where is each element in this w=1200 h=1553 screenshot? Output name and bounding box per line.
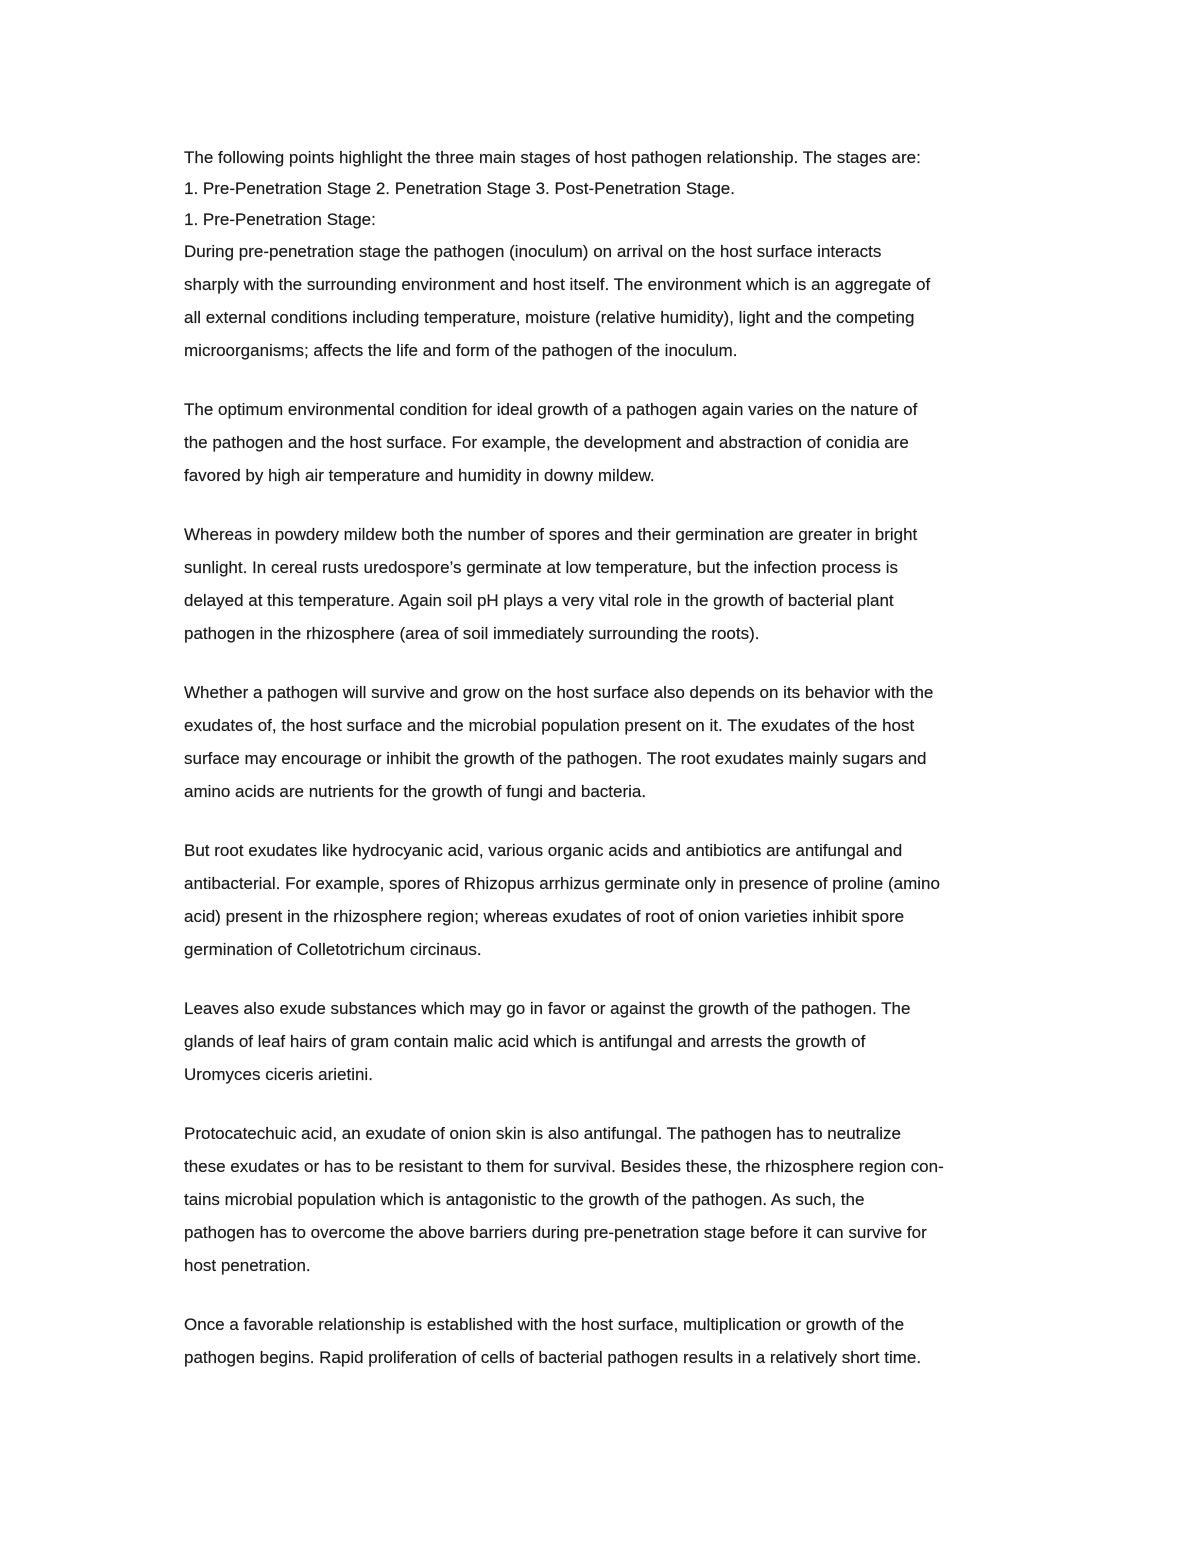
section-heading-wrapper [184,204,1016,235]
paragraph-line: sharply with the surrounding environment and host itself. The environment which is an aggregate of [184,275,931,294]
paragraph-line: delayed at this temperature. Again soil pH plays a very vital role in the growth of bacterial plant [184,591,894,610]
paragraph-line: pathogen begins. Rapid proliferation of cells of bacterial pathogen results in a relatively short time. [184,1348,922,1367]
paragraph-line: Whereas in powdery mildew both the number of spores and their germination are greater in bright [184,525,918,544]
intro-line: 1. Pre-Penetration Stage 2. Penetration Stage 3. Post-Penetration Stage. [184,179,735,198]
body-paragraph [184,834,1016,966]
body-paragraph [184,1117,1016,1282]
body-paragraph [184,518,1016,650]
paragraph-spacer [184,492,1016,518]
paragraph-line: Once a favorable relationship is established with the host surface, multiplication or growth of the [184,1315,905,1334]
paragraph-line: these exudates or has to be resistant to them for survival. Besides these, the rhizosphere region con- [184,1157,944,1176]
document-body [184,142,1016,1374]
body-paragraph [184,676,1016,808]
paragraph-line: antibacterial. For example, spores of Rhizopus arrhizus germinate only in presence of proline (amino [184,874,940,893]
paragraph-spacer [184,367,1016,393]
paragraph-line: microorganisms; affects the life and form of the pathogen of the inoculum. [184,341,738,360]
paragraph-line: sunlight. In cereal rusts uredospore’s germinate at low temperature, but the infection process is [184,558,899,577]
intro-line: The following points highlight the three main stages of host pathogen relationship. The stages are: [184,148,921,167]
paragraph-spacer [184,1282,1016,1308]
paragraph-spacer [184,650,1016,676]
paragraph-line: germination of Colletotrichum circinaus. [184,940,482,959]
paragraph-line: the pathogen and the host surface. For example, the development and abstraction of conidia are [184,433,909,452]
paragraph-spacer [184,808,1016,834]
paragraph-spacer [184,1091,1016,1117]
paragraph-line: Protocatechuic acid, an exudate of onion skin is also antifungal. The pathogen has to neutralize [184,1124,901,1143]
paragraph-line: But root exudates like hydrocyanic acid, various organic acids and antibiotics are antifungal and [184,841,903,860]
paragraph-line: surface may encourage or inhibit the growth of the pathogen. The root exudates mainly sugars and [184,749,927,768]
paragraph-line: The optimum environmental condition for ideal growth of a pathogen again varies on the nature of [184,400,918,419]
paragraph-line: Whether a pathogen will survive and grow on the host surface also depends on its behavior with the [184,683,934,702]
body-paragraph [184,235,1016,367]
body-paragraph [184,393,1016,492]
body-paragraph [184,992,1016,1091]
paragraph-spacer [184,966,1016,992]
paragraph-line: During pre-penetration stage the pathogen (inoculum) on arrival on the host surface interacts [184,242,882,261]
paragraph-line: exudates of, the host surface and the microbial population present on it. The exudates of the host [184,716,915,735]
body-paragraph [184,1308,1016,1374]
paragraph-line: Uromyces ciceris arietini. [184,1065,373,1084]
paragraph-line: tains microbial population which is antagonistic to the growth of the pathogen. As such, the [184,1190,865,1209]
paragraph-line: glands of leaf hairs of gram contain malic acid which is antifungal and arrests the growth of [184,1032,866,1051]
paragraph-line: host penetration. [184,1256,311,1275]
paragraph-line: Leaves also exude substances which may go in favor or against the growth of the pathogen. The [184,999,911,1018]
paragraph-line: favored by high air temperature and humidity in downy mildew. [184,466,655,485]
paragraph-line: acid) present in the rhizosphere region; whereas exudates of root of onion varieties inhibit spore [184,907,905,926]
paragraph-line: all external conditions including temperature, moisture (relative humidity), light and the competing [184,308,915,327]
section-heading: 1. Pre-Penetration Stage: [184,210,376,229]
paragraph-line: amino acids are nutrients for the growth of fungi and bacteria. [184,782,647,801]
paragraph-line: pathogen in the rhizosphere (area of soil immediately surrounding the roots). [184,624,760,643]
paragraph-line: pathogen has to overcome the above barriers during pre-penetration stage before it can survive for [184,1223,927,1242]
intro-paragraph [184,142,1016,204]
